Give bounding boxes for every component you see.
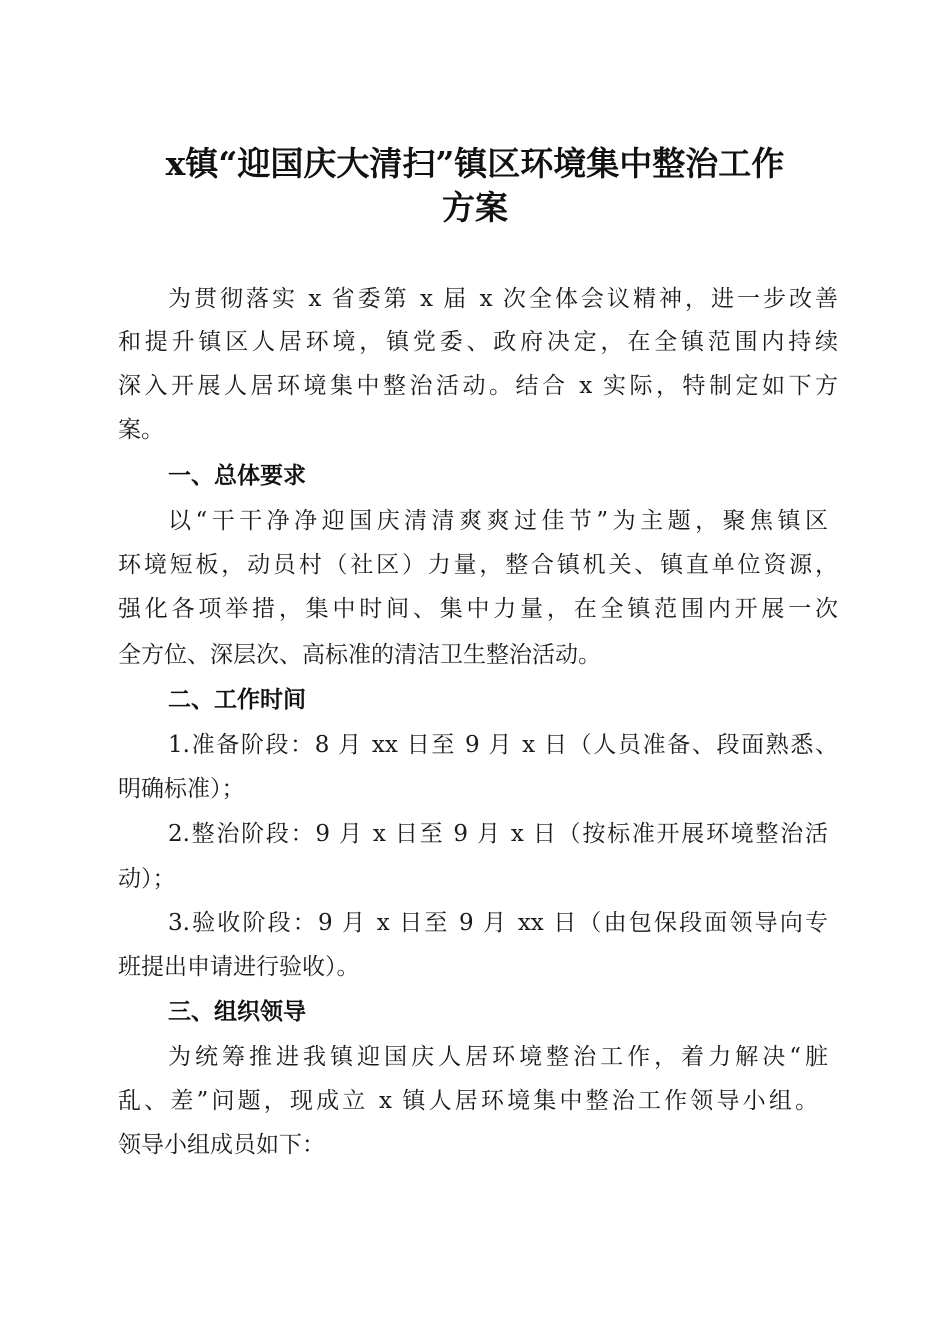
- section2-item3-line1: 3.验收阶段：9 月 x 日至 9 月 xx 日（由包保段面领导向专: [168, 910, 828, 936]
- section2-item3-line2: 班提出申请进行验收）。: [118, 954, 360, 980]
- section3-heading: 三、组织领导: [168, 999, 306, 1025]
- section3-line-1: 为统筹推进我镇迎国庆人居环境整治工作，着力解决“脏: [168, 1044, 828, 1070]
- section3-line-2: 乱、差”问题，现成立 x 镇人居环境集中整治工作领导小组。: [118, 1088, 818, 1114]
- section1-line-1: 以“干干净净迎国庆清清爽爽过佳节”为主题，聚焦镇区: [168, 508, 828, 534]
- section3-line-3: 领导小组成员如下：: [118, 1132, 325, 1158]
- section2-heading: 二、工作时间: [168, 687, 306, 713]
- section1-line-3: 强化各项举措，集中时间、集中力量，在全镇范围内开展一次: [118, 596, 838, 622]
- section2-item2-line1: 2.整治阶段：9 月 x 日至 9 月 x 日（按标准开展环境整治活: [168, 821, 828, 847]
- intro-line-1: 为贯彻落实 x 省委第 x 届 x 次全体会议精神，进一步改善: [168, 286, 838, 312]
- section2-item1-line1: 1.准备阶段：8 月 xx 日至 9 月 x 日（人员准备、段面熟悉、: [168, 732, 838, 758]
- document-title-line1: x镇“迎国庆大清扫”镇区环境集中整治工作: [165, 144, 785, 183]
- document-title-line2: 方案: [442, 188, 508, 227]
- section1-line-4: 全方位、深层次、高标准的清洁卫生整治活动。: [118, 642, 601, 668]
- section2-item1-line2: 明确标准）；: [118, 776, 245, 802]
- section1-line-2: 环境短板，动员村（社区）力量，整合镇机关、镇直单位资源，: [118, 552, 838, 578]
- intro-line-3: 深入开展人居环境集中整治活动。结合 x 实际，特制定如下方: [118, 373, 838, 399]
- intro-line-4: 案。: [118, 417, 164, 443]
- section2-item2-line2: 动）；: [118, 866, 176, 892]
- section1-heading: 一、总体要求: [168, 463, 306, 489]
- intro-line-2: 和提升镇区人居环境，镇党委、政府决定，在全镇范围内持续: [118, 329, 838, 355]
